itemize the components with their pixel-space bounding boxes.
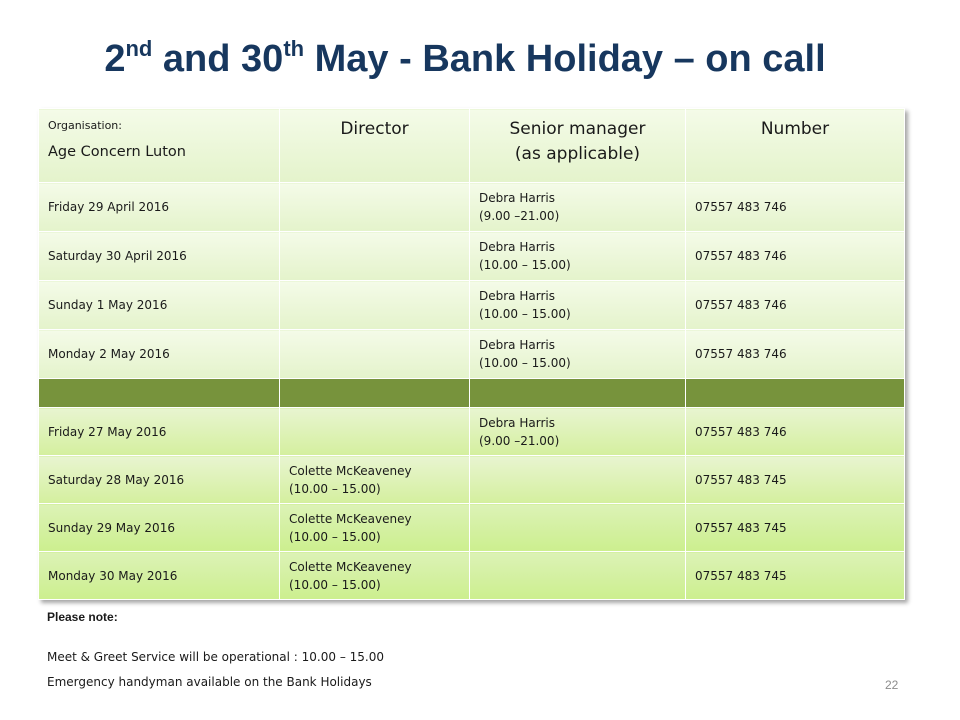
date-cell: Friday 27 May 2016 bbox=[39, 408, 280, 456]
separator-cell bbox=[39, 379, 280, 408]
title-part3: May - Bank Holiday – on call bbox=[304, 38, 826, 80]
date-cell: Saturday 30 April 2016 bbox=[39, 232, 280, 281]
director-cell bbox=[280, 408, 470, 456]
notes-heading: Please note: bbox=[47, 610, 118, 624]
slide-title bbox=[0, 38, 930, 81]
senior-manager-cell bbox=[470, 504, 686, 552]
manager-hours: (10.00 – 15.00) bbox=[479, 258, 571, 272]
manager-name: Debra Harris bbox=[479, 289, 555, 303]
separator-row bbox=[39, 379, 905, 408]
phone-number-cell: 07557 483 746 bbox=[686, 232, 905, 281]
manager-name: Debra Harris bbox=[479, 191, 555, 205]
senior-manager-cell bbox=[470, 408, 686, 456]
director-name: Colette McKeaveney bbox=[289, 511, 412, 526]
manager-name: Debra Harris bbox=[479, 240, 555, 254]
title-part2: and 30 bbox=[152, 38, 284, 80]
manager-hours: (10.00 – 15.00) bbox=[479, 356, 571, 370]
director-header: Director bbox=[280, 109, 470, 183]
senior-manager-cell bbox=[470, 330, 686, 379]
separator-cell bbox=[280, 379, 470, 408]
title-part1: 2 bbox=[104, 38, 126, 80]
separator-cell bbox=[686, 379, 905, 408]
table-header-row bbox=[39, 109, 905, 183]
senior-manager-header bbox=[470, 109, 686, 183]
manager-hours: (10.00 – 15.00) bbox=[479, 307, 571, 321]
date-cell: Sunday 1 May 2016 bbox=[39, 281, 280, 330]
date-cell: Monday 2 May 2016 bbox=[39, 330, 280, 379]
table-row bbox=[39, 232, 905, 281]
senior-manager-cell bbox=[470, 456, 686, 504]
date-cell: Saturday 28 May 2016 bbox=[39, 456, 280, 504]
director-hours: (10.00 – 15.00) bbox=[289, 481, 381, 496]
manager-hours: (9.00 –21.00) bbox=[479, 433, 560, 448]
senior-manager-header-line1: Senior manager bbox=[509, 119, 646, 139]
director-cell bbox=[280, 183, 470, 232]
organisation-name: Age Concern Luton bbox=[48, 144, 186, 160]
table-row bbox=[39, 552, 905, 600]
director-cell bbox=[280, 330, 470, 379]
title-superscript-nd: nd bbox=[125, 36, 153, 61]
senior-manager-cell bbox=[470, 232, 686, 281]
table-row bbox=[39, 456, 905, 504]
phone-number-cell: 07557 483 745 bbox=[686, 504, 905, 552]
senior-manager-cell bbox=[470, 183, 686, 232]
date-cell: Friday 29 April 2016 bbox=[39, 183, 280, 232]
organisation-cell bbox=[39, 109, 280, 183]
table-row bbox=[39, 330, 905, 379]
senior-manager-header-line2: (as applicable) bbox=[514, 144, 641, 164]
director-name: Colette McKeaveney bbox=[289, 559, 412, 574]
separator-cell bbox=[470, 379, 686, 408]
phone-number-cell: 07557 483 746 bbox=[686, 281, 905, 330]
director-hours: (10.00 – 15.00) bbox=[289, 529, 381, 544]
on-call-table bbox=[38, 108, 905, 600]
table-row bbox=[39, 281, 905, 330]
manager-hours: (9.00 –21.00) bbox=[479, 209, 560, 223]
director-name: Colette McKeaveney bbox=[289, 463, 412, 478]
director-cell bbox=[280, 552, 470, 600]
phone-number-cell: 07557 483 746 bbox=[686, 183, 905, 232]
page-number: 22 bbox=[885, 678, 899, 692]
title-superscript-th: th bbox=[283, 36, 305, 61]
director-cell bbox=[280, 456, 470, 504]
note-meet-and-greet: Meet & Greet Service will be operational : 10.00 – 15.00 bbox=[47, 650, 384, 664]
phone-number-cell: 07557 483 745 bbox=[686, 552, 905, 600]
phone-number-cell: 07557 483 745 bbox=[686, 456, 905, 504]
note-emergency-handyman: Emergency handyman available on the Bank Holidays bbox=[47, 675, 372, 689]
director-hours: (10.00 – 15.00) bbox=[289, 577, 381, 592]
director-cell bbox=[280, 504, 470, 552]
organisation-label: Organisation: bbox=[48, 119, 122, 132]
date-cell: Monday 30 May 2016 bbox=[39, 552, 280, 600]
senior-manager-cell bbox=[470, 552, 686, 600]
phone-number-cell: 07557 483 746 bbox=[686, 330, 905, 379]
senior-manager-cell bbox=[470, 281, 686, 330]
director-cell bbox=[280, 232, 470, 281]
manager-name: Debra Harris bbox=[479, 415, 555, 430]
table-row bbox=[39, 408, 905, 456]
date-cell: Sunday 29 May 2016 bbox=[39, 504, 280, 552]
number-header: Number bbox=[686, 109, 905, 183]
table-row bbox=[39, 183, 905, 232]
table-row bbox=[39, 504, 905, 552]
manager-name: Debra Harris bbox=[479, 338, 555, 352]
phone-number-cell: 07557 483 746 bbox=[686, 408, 905, 456]
director-cell bbox=[280, 281, 470, 330]
